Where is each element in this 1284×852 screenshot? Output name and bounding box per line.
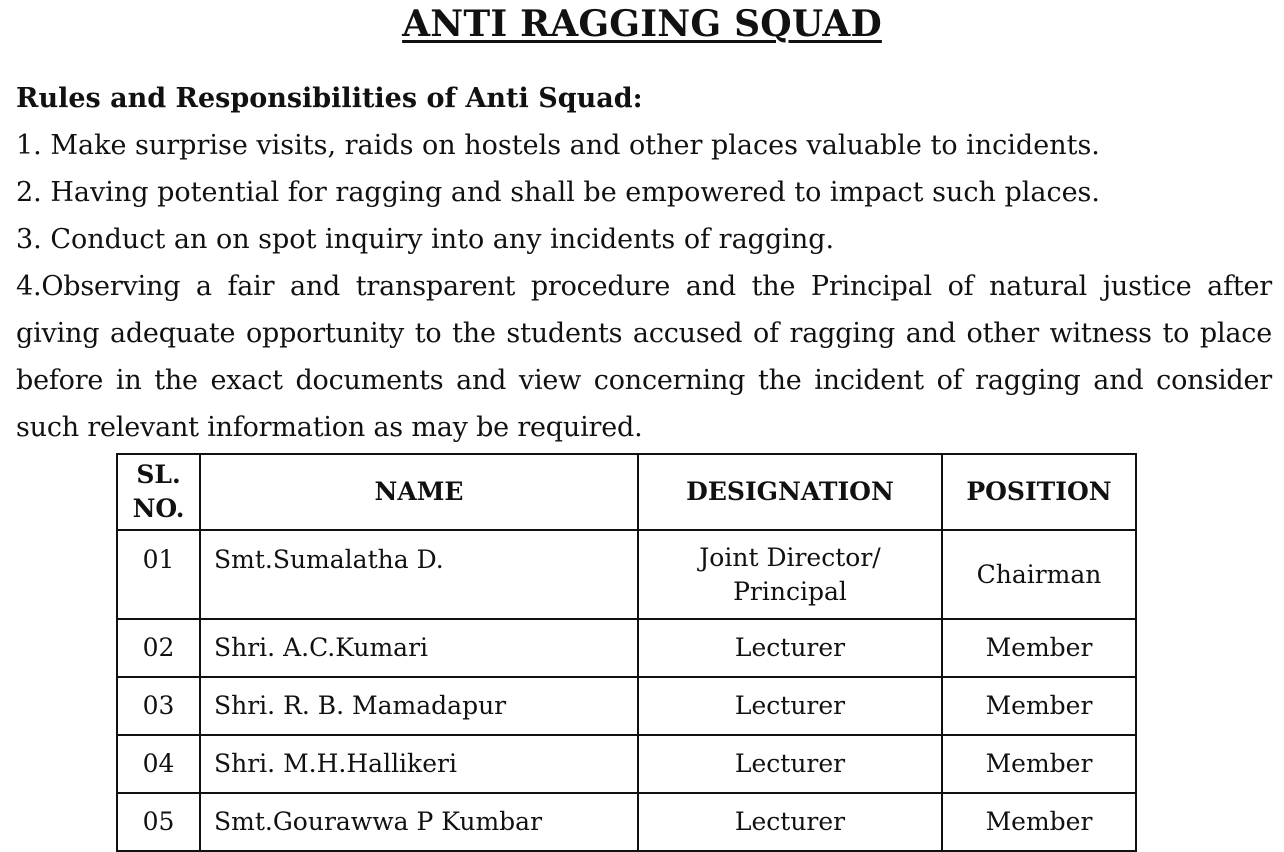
cell-position: Member [942, 619, 1136, 677]
cell-name: Smt.Gourawwa P Kumbar [200, 793, 638, 851]
cell-position: Member [942, 677, 1136, 735]
cell-sl-no: 03 [117, 677, 200, 735]
rule-item-3: 3. Conduct an on spot inquiry into any incidents of ragging. [16, 224, 835, 255]
header-name: NAME [200, 454, 638, 530]
page-title: ANTI RAGGING SQUAD [402, 3, 882, 45]
table-row [117, 793, 1136, 851]
table-row [117, 619, 1136, 677]
cell-designation: Lecturer [638, 619, 942, 677]
rules-section [16, 75, 1272, 451]
cell-position: Member [942, 793, 1136, 851]
cell-designation: Lecturer [638, 735, 942, 793]
rule-item-4: 4.Observing a fair and transparent procedure and the Principal of natural justice after giving adequate opportunity to the students accused of ragging and other witness to place before in the exact documents and view concerning the incident of ragging and consider such relevant information as may be required. [16, 271, 1272, 443]
cell-name: Shri. M.H.Hallikeri [200, 735, 638, 793]
table-row [117, 530, 1136, 619]
rule-item-1: 1. Make surprise visits, raids on hostels and other places valuable to incidents. [16, 130, 1100, 161]
squad-members-table [116, 453, 1137, 852]
cell-position: Chairman [942, 530, 1136, 619]
cell-name: Smt.Sumalatha D. [200, 530, 638, 619]
header-sl-no [117, 454, 200, 530]
cell-sl-no: 01 [117, 530, 200, 619]
cell-designation: Lecturer [638, 793, 942, 851]
rules-heading: Rules and Responsibilities of Anti Squad: [16, 83, 643, 114]
table-header-row [117, 454, 1136, 530]
cell-sl-no: 02 [117, 619, 200, 677]
header-position: POSITION [942, 454, 1136, 530]
table-row [117, 677, 1136, 735]
header-sl-no-label: SL. NO. [132, 460, 185, 523]
cell-designation: Lecturer [638, 677, 942, 735]
header-designation: DESIGNATION [638, 454, 942, 530]
cell-position: Member [942, 735, 1136, 793]
cell-name: Shri. R. B. Mamadapur [200, 677, 638, 735]
rule-item-2: 2. Having potential for ragging and shall be empowered to impact such places. [16, 177, 1100, 208]
cell-sl-no: 04 [117, 735, 200, 793]
table-row [117, 735, 1136, 793]
cell-sl-no: 05 [117, 793, 200, 851]
cell-designation: Joint Director/ Principal [638, 530, 942, 619]
cell-name: Shri. A.C.Kumari [200, 619, 638, 677]
